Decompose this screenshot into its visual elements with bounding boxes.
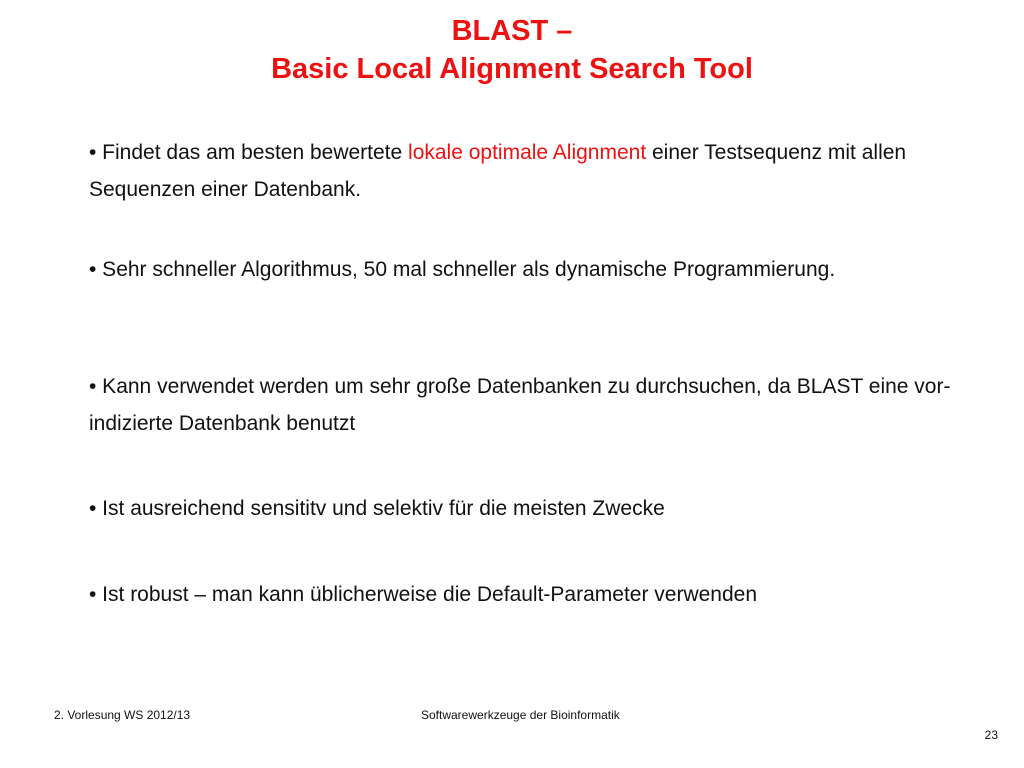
bullet-1-prefix: • Findet das am besten bewertete — [89, 141, 409, 164]
bullet-1 — [89, 134, 969, 208]
bullet-1-suffix: einer Testsequenz mit allen Sequenzen einer Datenbank. — [89, 141, 907, 201]
bullet-1-highlight: lokale optimale Alignment — [408, 141, 647, 164]
slide-title — [0, 12, 1024, 88]
footer-course-title: Softwarewerkzeuge der Bioinformatik — [421, 708, 620, 722]
bullet-4: • Ist ausreichend sensititv und selektiv für die meisten Zwecke — [89, 497, 665, 520]
slide-title-line-2: Basic Local Alignment Search Tool — [271, 53, 753, 85]
slide-title-line-1: BLAST – — [451, 15, 573, 47]
bullet-3: • Kann verwendet werden um sehr große Datenbanken zu durchsuchen, da BLAST eine vor-indizierte Datenbank benutzt — [89, 375, 951, 435]
bullet-5: • Ist robust – man kann üblicherweise die Default-Parameter verwenden — [89, 583, 758, 606]
footer-lecture: 2. Vorlesung WS 2012/13 — [54, 708, 191, 722]
page-number: 23 — [984, 728, 998, 742]
bullet-2: • Sehr schneller Algorithmus, 50 mal schneller als dynamische Programmierung. — [89, 258, 836, 281]
